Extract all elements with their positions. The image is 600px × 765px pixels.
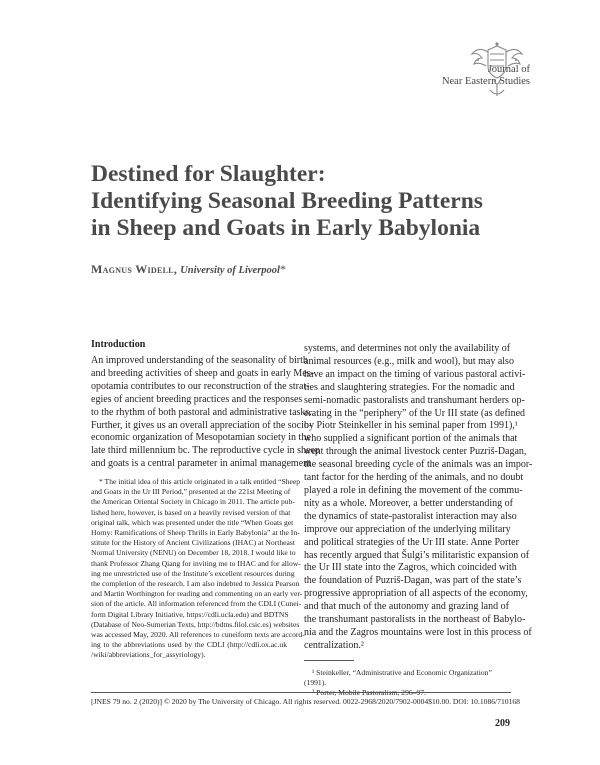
text-line: Normal University (NENU) on December 18, 2018. I would like to	[91, 548, 296, 558]
article-title-line: Identifying Seasonal Breeding Patterns	[91, 188, 483, 214]
text-line: form Digital Library Initiative, https://cdli.ucla.edu) and BDTNS	[91, 609, 289, 619]
text-line: ing me unrestricted use of the Institute’s excellent resources during	[91, 568, 295, 578]
text-line: has recently argued that Šulgi’s militaristic expansion of	[304, 549, 530, 561]
footnote-rule	[304, 660, 354, 661]
text-line: nity as a whole. Moreover, a better understanding of	[304, 497, 513, 509]
text-line: and goats is a central parameter in animal management	[91, 458, 311, 470]
text-line: and Martin Worthington for reading and commenting on an early ver-	[91, 589, 303, 599]
author-name: Magnus Widell,	[91, 262, 178, 276]
text-line: egies of ancient breeding practices and the responses	[91, 393, 303, 405]
text-line: was accessed May, 2020. All references to cuneiform texts are accord-	[91, 630, 305, 640]
university-crest-logo	[468, 40, 526, 102]
text-line: the seasonal breeding cycle of the animals was an impor-	[304, 459, 533, 471]
text-line: progressive appropriation of all aspects of the economy,	[304, 588, 528, 600]
text-line: played a role in defining the movement of the commu-	[304, 484, 523, 496]
text-line: original talk, which was presented under the title “When Goats get	[91, 517, 294, 527]
left-column-body	[91, 355, 320, 471]
page-number: 209	[495, 718, 510, 729]
text-line: (Database of Neo-Sumerian Texts, http://bdtns.filol.csic.es) websites	[91, 619, 300, 629]
text-line: improve our appreciation of the underlying military	[304, 523, 511, 535]
text-line: semi-nomadic pastoralists and transhumant herders op-	[304, 394, 525, 406]
text-line: the completion of the research. I am also indebted to Jessica Pearson	[91, 579, 300, 589]
right-footnotes	[304, 668, 509, 699]
citation-rule	[91, 692, 511, 693]
right-column-body	[304, 343, 533, 653]
footnote-1: ¹ Steinkeller, “Administrative and Economic Organization” (1991).	[304, 668, 492, 688]
text-line: animal resources (e.g., milk and wool), but may also	[304, 355, 514, 367]
text-line: economic organization of Mesopotamian society in the	[91, 432, 311, 444]
journal-name-line1: Journal of	[487, 64, 530, 75]
article-title-line: in Sheep and Goats in Early Babylonia	[91, 215, 481, 241]
text-line: Horny: Ramifications of Sheep Thrills in Early Babylonia” at the In-	[91, 528, 300, 538]
footnote-2: ² Porter, Mobile Pastoralism, 296–97.	[312, 688, 426, 698]
text-line: the foundation of Puzriš-Dagan, was part of the state’s	[304, 575, 522, 587]
text-line: the dynamics of state-pastoralist interaction may also	[304, 510, 517, 522]
text-line: who supplied a significant portion of the animals that	[304, 433, 518, 445]
text-line: stitute for the History of Ancient Civilizations (IHAC) at Northeast	[91, 538, 295, 548]
text-line: * The initial idea of this article originated in a talk entitled “Sheep	[99, 477, 301, 486]
text-line: thank Professor Zhang Qiang for inviting me to IHAC and for allow-	[91, 558, 301, 568]
text-line: went through the animal livestock center Puzriš-Dagan,	[304, 446, 527, 458]
text-line: systems, and determines not only the availability of	[304, 343, 511, 354]
text-line: erating in the “periphery” of the Ur III state (as defined	[304, 407, 526, 419]
author-affiliation: University of Liverpool	[180, 265, 280, 276]
text-line: tant factor for the herding of the animals, and no doubt	[304, 472, 524, 484]
text-line: have an impact on the timing of various pastoral activi-	[304, 368, 526, 380]
text-line: the Ur III state into the Zagros, which coincided with	[304, 562, 517, 574]
text-line: lished here, however, is based on a heavily revised version of that	[91, 507, 291, 517]
text-line: Further, it gives us an overall appreciation of the socio-	[91, 419, 313, 431]
author-footnote-mark: *	[279, 262, 286, 276]
text-line: late third millennium bc. The reproductive cycle in sheep	[91, 445, 320, 457]
text-line: nia and the Zagros mountains were lost in this process of	[304, 626, 532, 638]
text-line: by Piotr Steinkeller in his seminal paper from 1991),¹	[304, 420, 518, 432]
author-note-footnote	[91, 477, 305, 661]
text-line: the American Oriental Society in Chicago in 2011. The article pub-	[91, 497, 295, 507]
text-line: ties and slaughtering strategies. For the nomadic and	[304, 381, 515, 393]
article-title-line: Destined for Slaughter:	[91, 161, 326, 187]
text-line: and breeding activities of sheep and goats in early Mes-	[91, 367, 314, 379]
text-line: the transhumant pastoralists in the northeast of Babylo-	[304, 614, 526, 626]
text-line: and that much of the autonomy and grazing land of	[304, 601, 509, 613]
text-line: ing to the abbreviations used by the CDLI (http://cdli.ox.ac.uk	[91, 640, 287, 650]
section-heading: Introduction	[91, 339, 146, 350]
article-title	[91, 161, 551, 242]
author-byline	[91, 262, 286, 277]
text-line: and political strategies of the Ur III state. Anne Porter	[304, 536, 519, 548]
text-line: An improved understanding of the seasonality of birth	[91, 355, 308, 366]
citation-line: [JNES 79 no. 2 (2020)] © 2020 by The University of Chicago. All rights reserved. 0022-2968/2020/7902-0004$10.00. DOI: 10.1086/710168	[91, 697, 520, 706]
text-line: centralization.²	[304, 639, 364, 651]
text-line: to the rhythm of both pastoral and administrative tasks.	[91, 406, 312, 418]
text-line: /wiki/abbreviations_for_assyriology).	[91, 650, 206, 660]
text-line: and Goats in the Ur III Period,” presented at the 221st Meeting of	[91, 487, 291, 497]
text-line: sion of the article. All information referenced from the CDLI (Cunei-	[91, 599, 302, 609]
text-line: opotamia contributes to our reconstruction of the strat-	[91, 380, 310, 392]
journal-name-line2: Near Eastern Studies	[441, 76, 530, 87]
